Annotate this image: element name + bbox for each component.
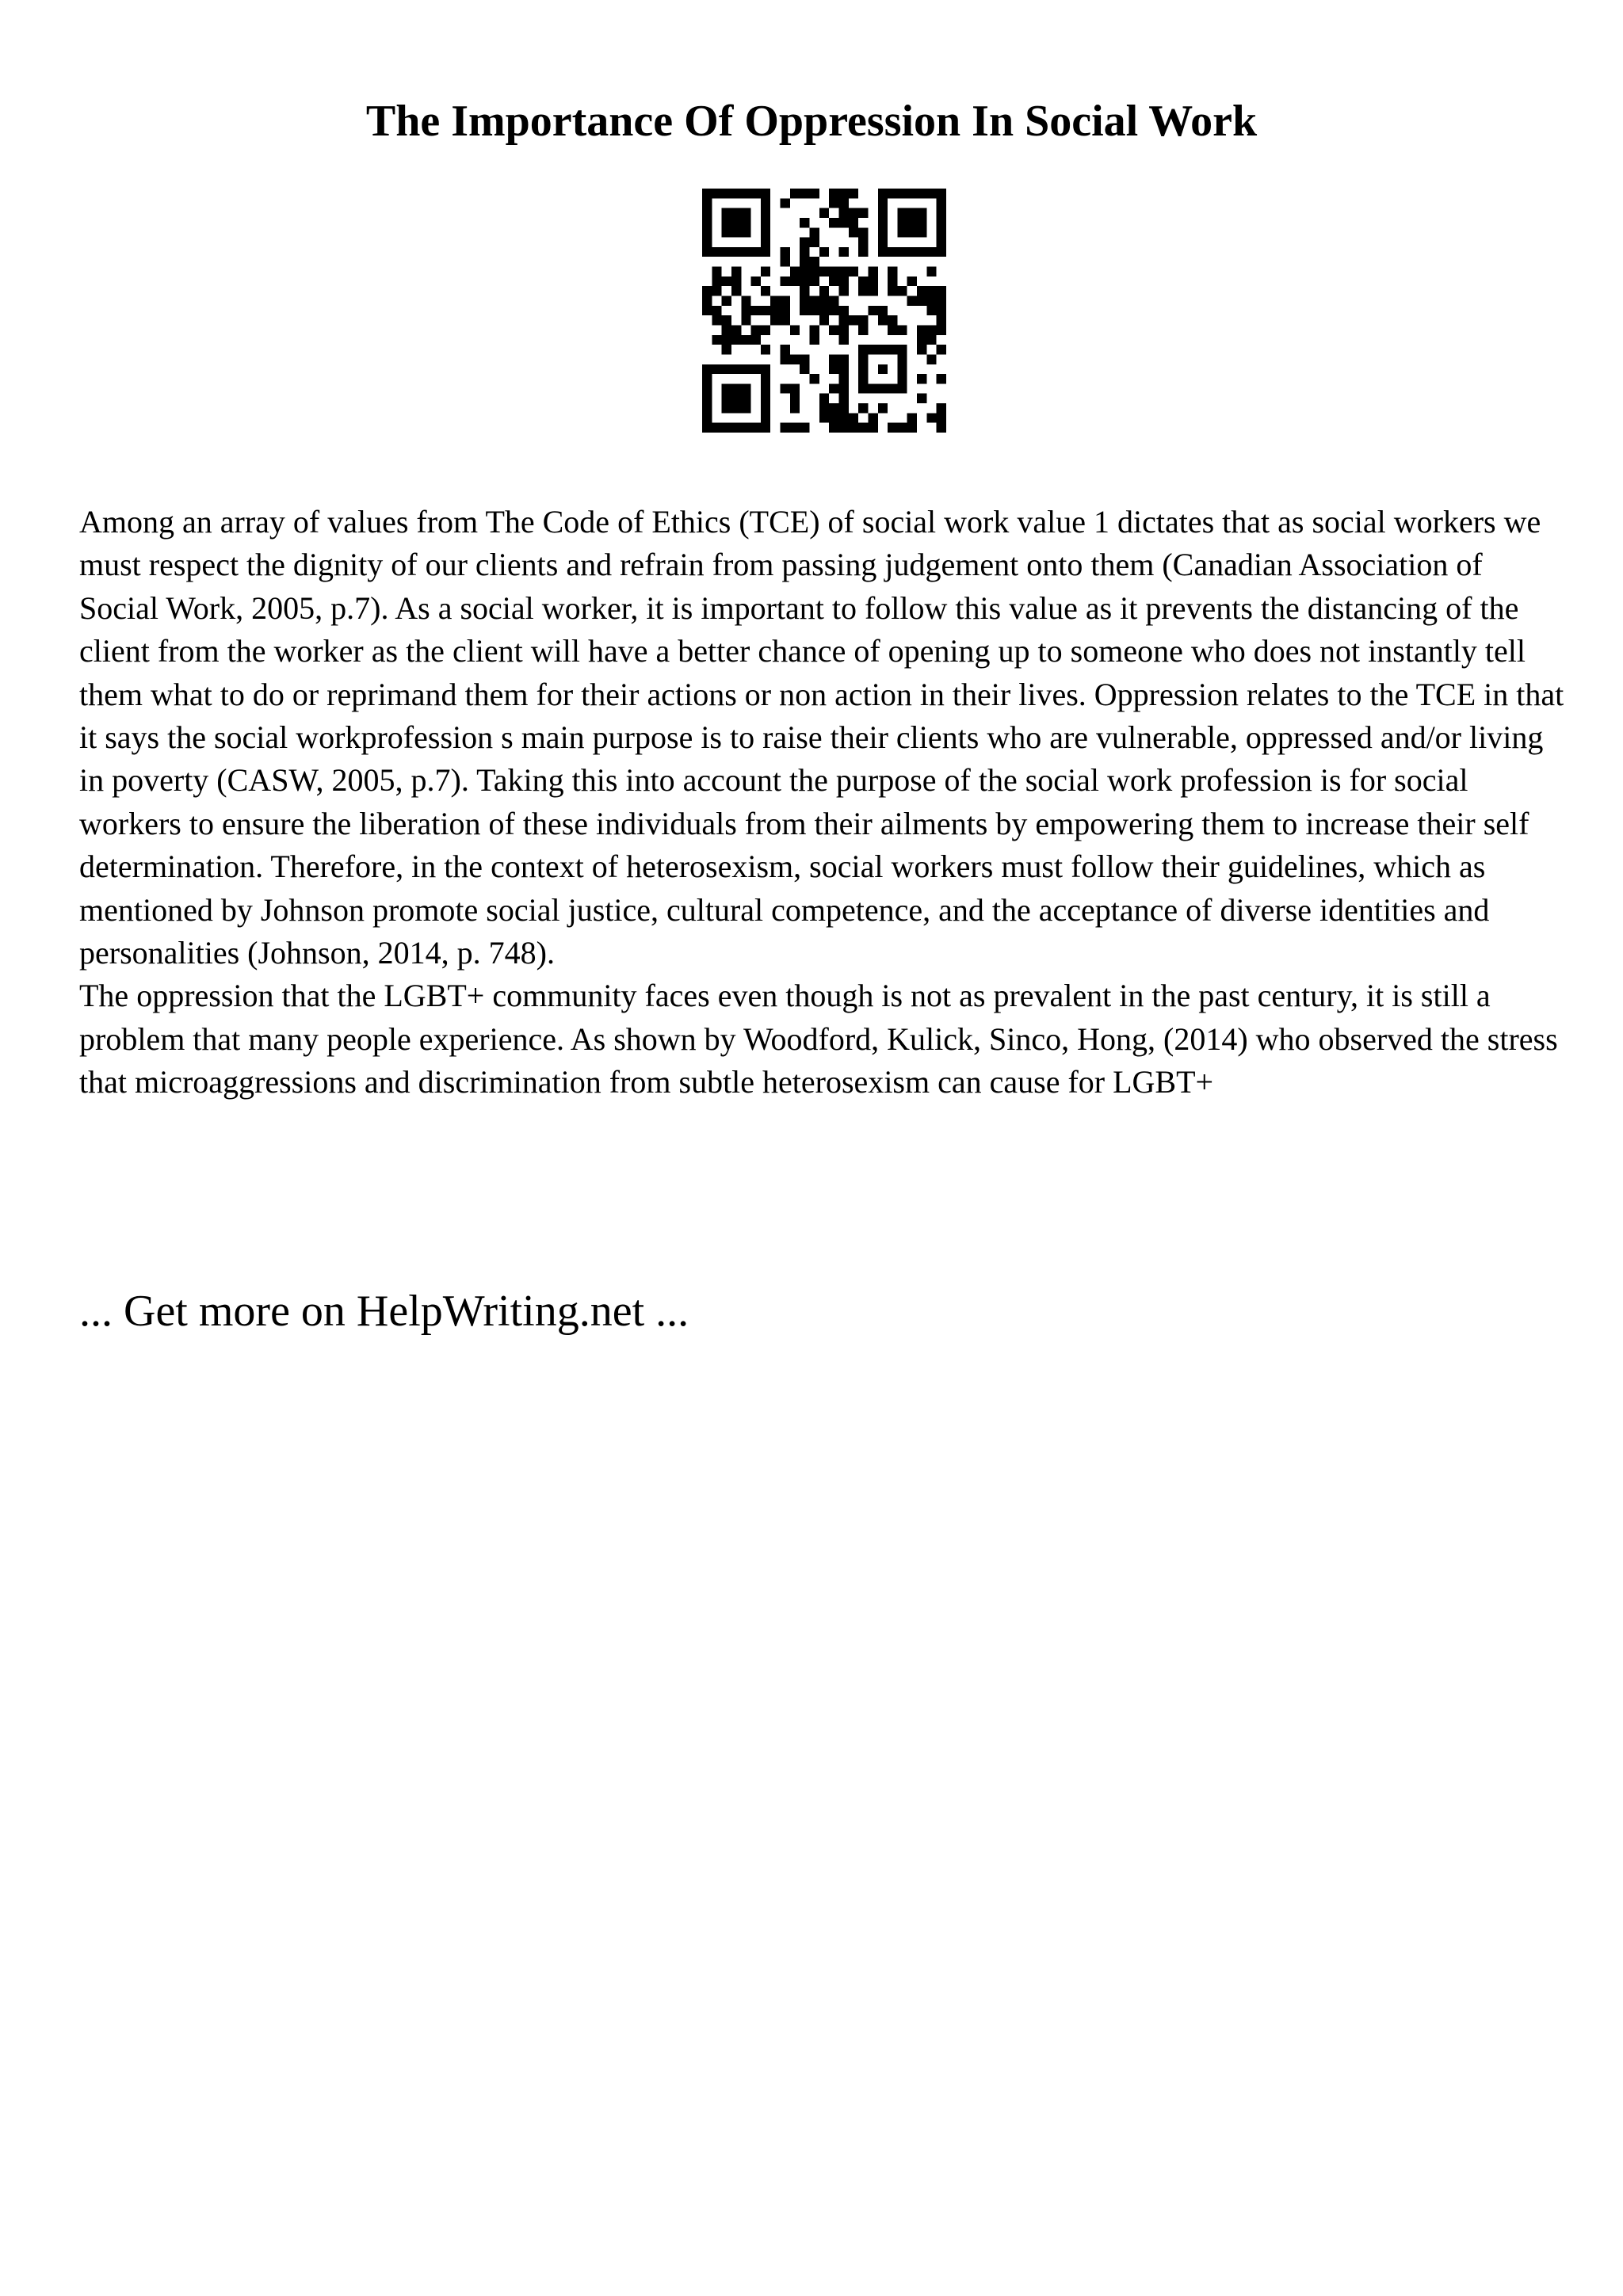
paragraph: Among an array of values from The Code of Ethics (TCE) of social work value 1 dictates that as social workers we must respect the dignity of our clients and refrain from passing judgement onto them (Canadian Association of Social Work, 2005, p.7). As a social worker, it is important to follow this value as it prevents the distancing of the client from the worker as the client will have a better chance of opening up to someone who does not instantly tell them what to do or reprimand them for their actions or non action in their lives. Oppression relates to the TCE in that it says the social workprofession s main purpose is to raise their clients who are vulnerable, oppressed and/or living in poverty (CASW, 2005, p.7). Taking this into account the purpose of the social work profession is for social workers to ensure the liberation of these individuals from their ailments by empowering them to increase their self determination. Therefore, in the context of heterosexism, social workers must follow their guidelines, which as mentioned by Johnson promote social justice, cultural competence, and the acceptance of diverse identities and personalities (Johnson, 2014, p. 748). xyxy=(79,504,1564,971)
get-more-link[interactable]: ... Get more on HelpWriting.net ... xyxy=(79,1287,689,1336)
document-body xyxy=(79,501,1569,1104)
qr-code-icon xyxy=(702,189,946,433)
paragraph: The oppression that the LGBT+ community faces even though is not as prevalent in the past century, it is still a problem that many people experience. As shown by Woodford, Kulick, Sinco, Hong, (2014) who observed the stress that microaggressions and discrimination from subtle heterosexism can cause for LGBT+ xyxy=(79,978,1558,1100)
page-title: The Importance Of Oppression In Social Work xyxy=(365,97,1258,146)
